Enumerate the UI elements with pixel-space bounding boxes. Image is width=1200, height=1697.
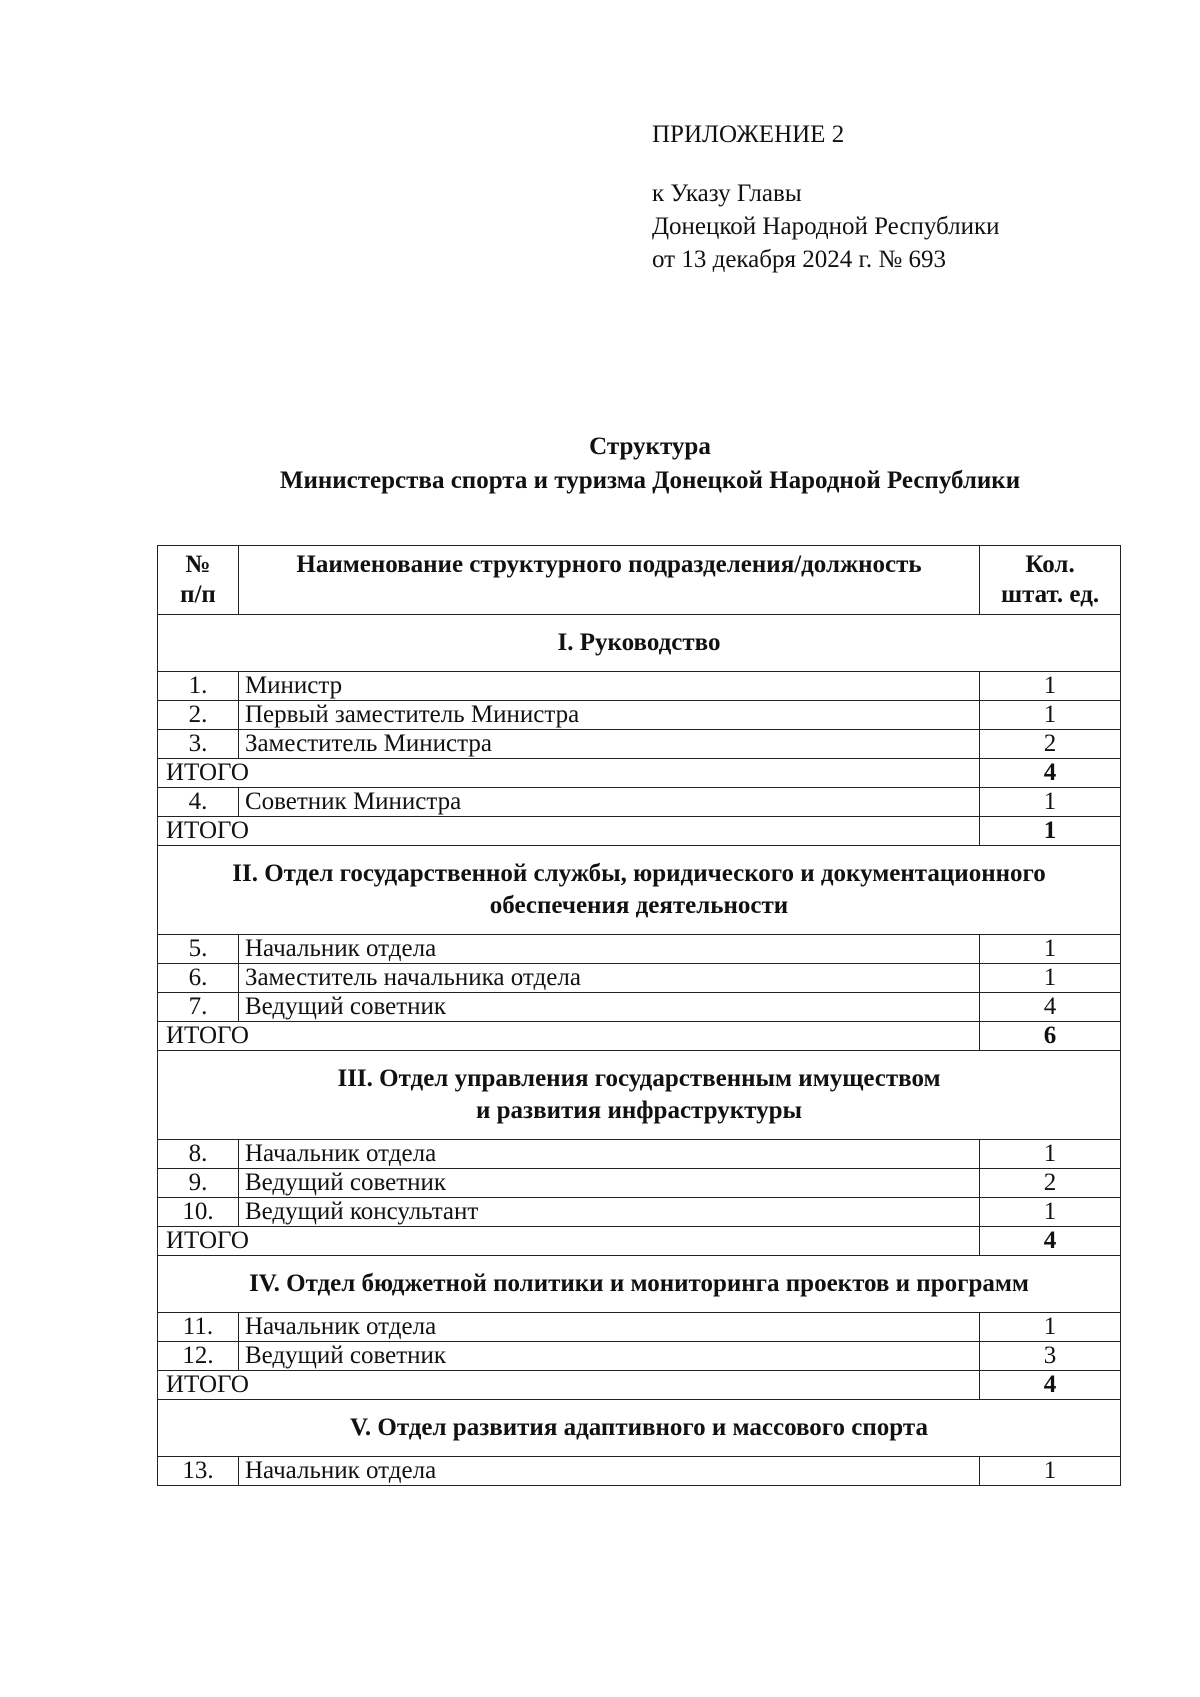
row-number: 3.	[158, 730, 239, 759]
section-heading-line: III. Отдел управления государственным имуществом	[337, 1065, 941, 1092]
total-row	[158, 1227, 1121, 1256]
section-heading-line: и развития инфраструктуры	[475, 1097, 802, 1124]
total-row	[158, 759, 1121, 788]
total-label: ИТОГО	[158, 1227, 980, 1256]
section-heading-line: II. Отдел государственной службы, юридического и документационного	[232, 860, 1046, 887]
row-number: 1.	[158, 672, 239, 701]
document-title	[150, 430, 1150, 498]
section-heading	[158, 846, 1121, 935]
staff-quantity: 1	[980, 1457, 1121, 1486]
total-quantity: 4	[980, 759, 1121, 788]
header-number-line-1: №	[185, 551, 211, 578]
section-heading	[158, 1256, 1121, 1313]
row-number: 10.	[158, 1198, 239, 1227]
appendix-block	[652, 118, 1000, 276]
document-title-line-1: Структура	[589, 433, 711, 460]
table-row	[158, 1169, 1121, 1198]
staff-structure-table	[157, 545, 1121, 1486]
row-number: 11.	[158, 1313, 239, 1342]
table-body	[158, 615, 1121, 1486]
appendix-label: ПРИЛОЖЕНИЕ 2	[652, 121, 845, 148]
row-number: 12.	[158, 1342, 239, 1371]
staff-quantity: 1	[980, 788, 1121, 817]
position-name: Ведущий советник	[238, 1169, 979, 1198]
section-heading-row	[158, 1256, 1121, 1313]
section-heading-line: обеспечения деятельности	[489, 892, 789, 919]
position-name: Начальник отдела	[238, 1313, 979, 1342]
appendix-gap	[652, 151, 1000, 177]
staff-quantity: 1	[980, 672, 1121, 701]
appendix-line-1: к Указу Главы	[652, 180, 802, 207]
position-name: Заместитель начальника отдела	[238, 964, 979, 993]
row-number: 13.	[158, 1457, 239, 1486]
table-row	[158, 1140, 1121, 1169]
appendix-line-2: Донецкой Народной Республики	[652, 213, 1000, 240]
position-name: Ведущий консультант	[238, 1198, 979, 1227]
position-name: Заместитель Министра	[238, 730, 979, 759]
position-name: Начальник отдела	[238, 1457, 979, 1486]
table-header-row	[158, 546, 1121, 615]
section-heading	[158, 1400, 1121, 1457]
section-heading-row	[158, 1400, 1121, 1457]
section-heading	[158, 615, 1121, 672]
total-row	[158, 817, 1121, 846]
header-number	[158, 546, 239, 615]
table-row	[158, 1313, 1121, 1342]
staff-quantity: 1	[980, 1313, 1121, 1342]
table-row	[158, 672, 1121, 701]
section-heading-row	[158, 615, 1121, 672]
table-row	[158, 1457, 1121, 1486]
row-number: 9.	[158, 1169, 239, 1198]
table-row	[158, 1342, 1121, 1371]
section-heading-line: V. Отдел развития адаптивного и массового спорта	[350, 1414, 928, 1441]
staff-quantity: 2	[980, 1169, 1121, 1198]
section-heading-row	[158, 1051, 1121, 1140]
staff-quantity: 1	[980, 935, 1121, 964]
section-heading-line: IV. Отдел бюджетной политики и мониторинга проектов и программ	[249, 1270, 1029, 1297]
row-number: 6.	[158, 964, 239, 993]
row-number: 5.	[158, 935, 239, 964]
header-quantity-line-2: штат. ед.	[1000, 581, 1100, 608]
total-row	[158, 1371, 1121, 1400]
header-name: Наименование структурного подразделения/должность	[238, 546, 979, 615]
total-row	[158, 1022, 1121, 1051]
position-name: Начальник отдела	[238, 1140, 979, 1169]
section-heading-line: I. Руководство	[557, 629, 721, 656]
table-row	[158, 1198, 1121, 1227]
row-number: 2.	[158, 701, 239, 730]
section-heading	[158, 1051, 1121, 1140]
table-row	[158, 788, 1121, 817]
total-quantity: 6	[980, 1022, 1121, 1051]
total-label: ИТОГО	[158, 1022, 980, 1051]
table-row	[158, 701, 1121, 730]
position-name: Министр	[238, 672, 979, 701]
header-quantity-line-1: Кол.	[1025, 551, 1075, 578]
total-quantity: 4	[980, 1371, 1121, 1400]
staff-quantity: 4	[980, 993, 1121, 1022]
row-number: 4.	[158, 788, 239, 817]
table-row	[158, 935, 1121, 964]
table-row	[158, 964, 1121, 993]
total-quantity: 1	[980, 817, 1121, 846]
position-name: Первый заместитель Министра	[238, 701, 979, 730]
appendix-line-3: от 13 декабря 2024 г. № 693	[652, 246, 947, 273]
position-name: Начальник отдела	[238, 935, 979, 964]
staff-quantity: 3	[980, 1342, 1121, 1371]
total-label: ИТОГО	[158, 759, 980, 788]
table-row	[158, 993, 1121, 1022]
total-label: ИТОГО	[158, 1371, 980, 1400]
position-name: Ведущий советник	[238, 993, 979, 1022]
row-number: 7.	[158, 993, 239, 1022]
total-label: ИТОГО	[158, 817, 980, 846]
header-number-line-2: п/п	[180, 581, 216, 608]
staff-quantity: 1	[980, 964, 1121, 993]
staff-quantity: 1	[980, 701, 1121, 730]
header-quantity	[980, 546, 1121, 615]
table-row	[158, 730, 1121, 759]
section-heading-row	[158, 846, 1121, 935]
document-title-line-2: Министерства спорта и туризма Донецкой Народной Республики	[279, 467, 1021, 494]
staff-quantity: 1	[980, 1140, 1121, 1169]
position-name: Советник Министра	[238, 788, 979, 817]
total-quantity: 4	[980, 1227, 1121, 1256]
row-number: 8.	[158, 1140, 239, 1169]
position-name: Ведущий советник	[238, 1342, 979, 1371]
staff-quantity: 1	[980, 1198, 1121, 1227]
staff-quantity: 2	[980, 730, 1121, 759]
